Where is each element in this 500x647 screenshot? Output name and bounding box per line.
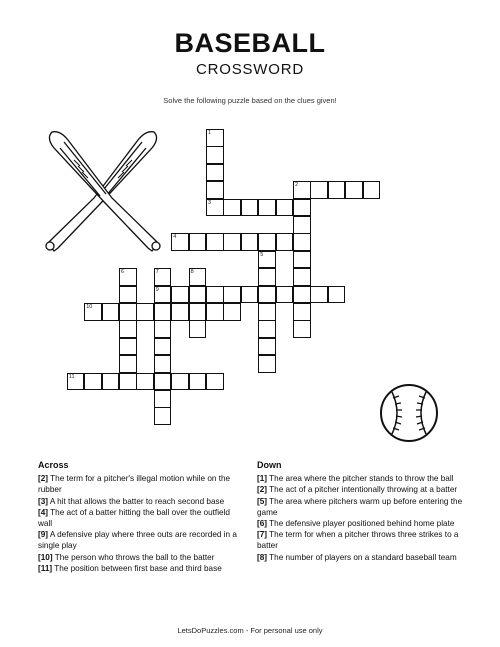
grid-cell[interactable] [310,286,328,304]
grid-cell[interactable] [154,320,172,338]
grid-cell[interactable] [119,373,137,391]
clue-number: 11 [68,373,75,380]
grid-cell[interactable] [328,181,346,199]
clue-number-label: [6] [257,519,268,529]
grid-cell[interactable] [206,233,224,251]
across-heading: Across [38,460,69,470]
clue-number: 7 [155,269,159,276]
clue-text: The term for when a pitcher throws three strikes to a batter [257,530,459,551]
clue-number: 4 [173,234,177,241]
clue-number: 10 [86,304,93,310]
grid-cell[interactable] [241,233,259,251]
grid-cell[interactable] [206,146,224,164]
clue-text: The act of a pitcher intentionally throwing at a batter [269,485,458,495]
grid-cell[interactable] [119,338,137,356]
across-clue [38,473,238,495]
grid-cell[interactable] [119,355,137,373]
grid-cell[interactable] [171,286,189,304]
clue-number: 5 [260,251,264,258]
clue-number-label: [7] [257,530,268,540]
grid-cell[interactable] [206,181,224,199]
clue-number: 3 [208,199,212,206]
grid-cell[interactable] [258,286,276,304]
clue-number-label: [8] [257,552,268,562]
grid-cell[interactable] [293,268,311,286]
grid-cell[interactable] [119,286,137,304]
across-clue [38,496,238,507]
clue-number-label: [3] [38,496,49,506]
instructions: Solve the following puzzle based on the clues given! [163,96,337,105]
clue-number: 6 [121,269,125,276]
grid-cell[interactable] [363,181,381,199]
grid-cell[interactable] [223,233,241,251]
grid-cell[interactable] [223,286,241,304]
grid-cell[interactable] [293,216,311,234]
grid-cell[interactable] [258,199,276,217]
grid-cell[interactable] [189,320,207,338]
clue-number-label: [10] [38,552,53,562]
grid-cell[interactable] [189,303,207,321]
across-clue [38,529,238,551]
grid-cell[interactable] [258,320,276,338]
page-subtitle: CROSSWORD [195,61,305,78]
down-clue [257,484,465,495]
grid-cell[interactable] [293,286,311,304]
page-title: BASEBALL [174,28,326,58]
clue-text: The term for a pitcher's illegal motion while on the rubber [38,474,231,495]
grid-cell[interactable] [136,373,154,391]
down-heading: Down [257,460,282,470]
grid-cell[interactable] [276,286,294,304]
clue-number: 9 [155,286,159,293]
grid-cell[interactable] [84,373,102,391]
clue-number-label: [9] [38,530,49,540]
grid-cell[interactable] [223,199,241,217]
grid-cell[interactable] [258,268,276,286]
clue-text: The person who throws the ball to the batter [54,552,215,562]
clue-text: A defensive play where three outs are recorded in a single play [38,530,237,551]
grid-cell[interactable] [206,164,224,182]
grid-cell[interactable] [310,181,328,199]
grid-cell[interactable] [293,199,311,217]
grid-cell[interactable] [241,286,259,304]
clue-number-label: [5] [257,496,268,506]
grid-cell[interactable] [189,286,207,304]
grid-cell[interactable] [293,251,311,269]
clue-number: 2 [295,182,299,189]
across-clue [38,563,238,574]
grid-cell[interactable] [293,320,311,338]
grid-cell[interactable] [206,303,224,321]
grid-cell[interactable] [293,233,311,251]
clue-number-label: [11] [38,563,53,573]
grid-cell[interactable] [258,338,276,356]
grid-cell[interactable] [206,373,224,391]
grid-cell[interactable] [119,320,137,338]
grid-cell[interactable] [102,303,120,321]
grid-cell[interactable] [154,355,172,373]
grid-cell[interactable] [102,373,120,391]
grid-cell[interactable] [223,303,241,321]
grid-cell[interactable] [154,390,172,408]
clue-text: The defensive player positioned behind home plate [269,519,455,529]
grid-cell[interactable] [328,286,346,304]
grid-cell[interactable] [154,303,172,321]
down-clue [257,518,465,529]
grid-cell[interactable] [258,233,276,251]
grid-cell[interactable] [154,373,172,391]
clue-text: A hit that allows the batter to reach second base [49,496,225,506]
grid-cell[interactable] [189,233,207,251]
clue-number: 1 [208,130,212,136]
grid-cell[interactable] [276,199,294,217]
grid-cell[interactable] [241,199,259,217]
down-clue [257,473,465,484]
grid-cell[interactable] [258,303,276,321]
clue-number-label: [4] [38,507,49,517]
grid-cell[interactable] [258,355,276,373]
across-clue [38,552,238,563]
grid-cell[interactable] [345,181,363,199]
clue-text: The act of a batter hitting the ball over the outfield wall [38,507,230,529]
clue-number-label: [1] [257,474,268,484]
clue-number: 8 [190,269,194,276]
grid-cell[interactable] [293,303,311,321]
across-clues [38,460,238,574]
grid-cell[interactable] [119,303,137,321]
grid-cell[interactable] [276,233,294,251]
grid-cell[interactable] [136,303,154,321]
across-clue [38,507,238,529]
clue-text: The area where the pitcher stands to throw the ball [269,474,454,484]
grid-cell[interactable] [206,286,224,304]
clue-text: The position between first base and third base [54,563,222,573]
grid-cell[interactable] [171,373,189,391]
down-clues [257,460,465,563]
grid-cell[interactable] [171,303,189,321]
clue-text: The number of players on a standard baseball team [269,552,457,562]
footer: LetsDoPuzzles.com - For personal use only [177,626,323,635]
down-clue [257,552,465,563]
clue-text: The area where pitchers warm up before entering the game [257,496,463,517]
grid-cell[interactable] [154,407,172,425]
clue-number-label: [2] [38,474,49,484]
grid-cell[interactable] [189,373,207,391]
clue-number-label: [2] [257,485,268,495]
down-clue [257,496,465,518]
grid-cell[interactable] [154,338,172,356]
down-clue [257,529,465,551]
